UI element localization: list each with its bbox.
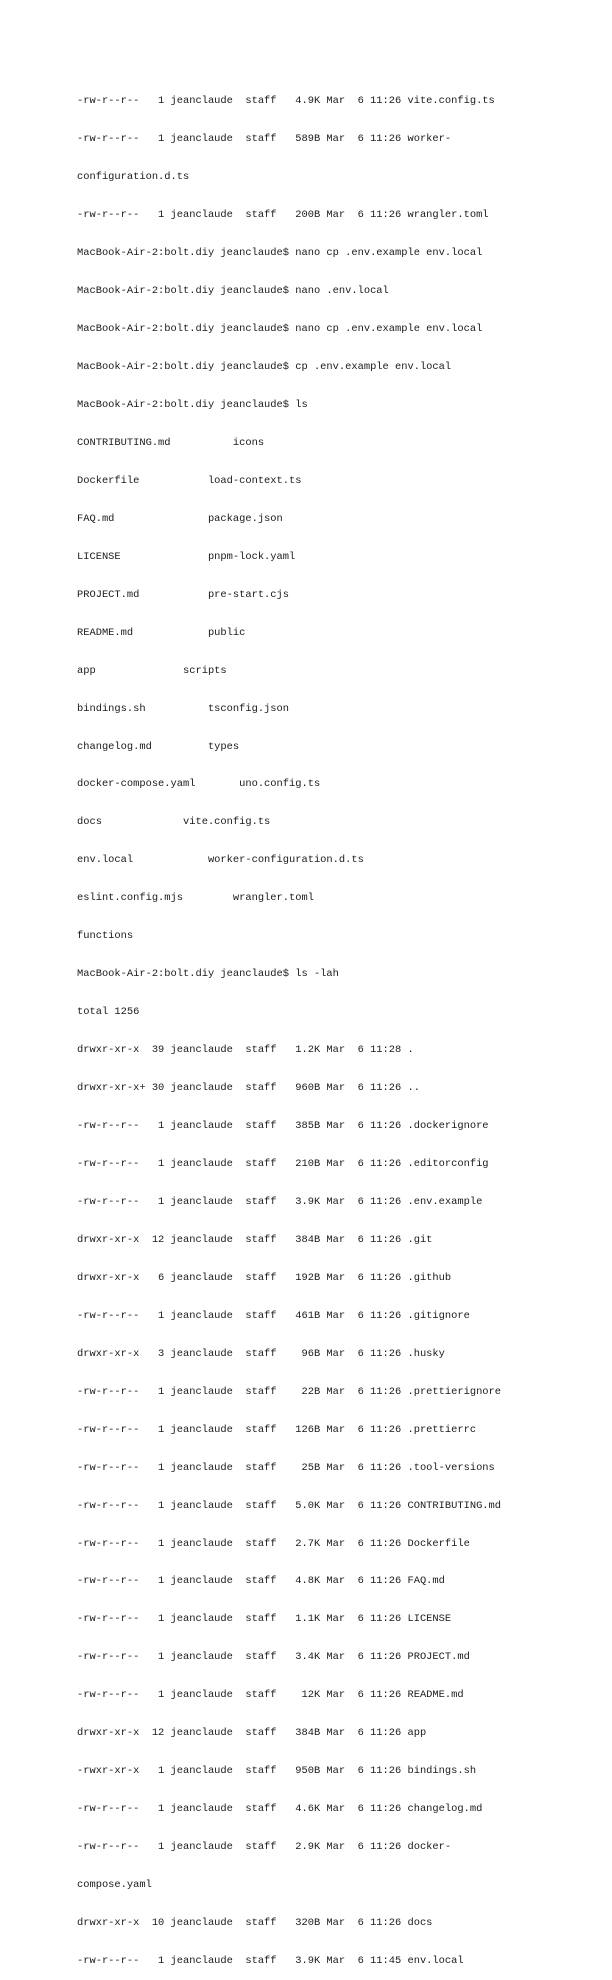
terminal-line: drwxr-xr-x+ 30 jeanclaude staff 960B Mar 6 11:26 .. [77, 1082, 420, 1095]
terminal-line: -rw-r--r-- 1 jeanclaude staff 3.9K Mar 6 11:45 env.local [77, 1955, 464, 1968]
terminal-line: -rw-r--r-- 1 jeanclaude staff 1.1K Mar 6 11:26 LICENSE [77, 1613, 452, 1626]
terminal-line: Dockerfile load-context.ts [77, 474, 302, 487]
terminal-line: -rwxr-xr-x 1 jeanclaude staff 950B Mar 6 11:26 bindings.sh [77, 1765, 477, 1778]
terminal-line: drwxr-xr-x 12 jeanclaude staff 384B Mar 6 11:26 .git [77, 1233, 433, 1246]
terminal-line: CONTRIBUTING.md icons [77, 436, 265, 449]
terminal-line: -rw-r--r-- 1 jeanclaude staff 589B Mar 6 11:26 worker- [77, 133, 452, 146]
terminal-command-line: MacBook-Air-2:bolt.diy jeanclaude$ cp .env.example env.local [77, 360, 452, 373]
terminal-line: FAQ.md package.json [77, 512, 283, 525]
terminal-line: drwxr-xr-x 12 jeanclaude staff 384B Mar 6 11:26 app [77, 1727, 427, 1740]
terminal-line: functions [77, 930, 134, 943]
terminal-line: -rw-r--r-- 1 jeanclaude staff 2.9K Mar 6 11:26 docker- [77, 1841, 452, 1854]
terminal-line: PROJECT.md pre-start.cjs [77, 588, 290, 601]
terminal-line: -rw-r--r-- 1 jeanclaude staff 12K Mar 6 11:26 README.md [77, 1689, 464, 1702]
terminal-line: bindings.sh tsconfig.json [77, 702, 290, 715]
terminal-line: configuration.d.ts [77, 171, 190, 184]
terminal-output [77, 70, 597, 1980]
terminal-line: total 1256 [77, 1006, 140, 1019]
terminal-line: -rw-r--r-- 1 jeanclaude staff 3.9K Mar 6 11:26 .env.example [77, 1195, 483, 1208]
terminal-line: compose.yaml [77, 1879, 152, 1892]
terminal-line: changelog.md types [77, 740, 240, 753]
terminal-command-line: MacBook-Air-2:bolt.diy jeanclaude$ nano cp .env.example env.local [77, 247, 483, 260]
terminal-command-line: MacBook-Air-2:bolt.diy jeanclaude$ ls [77, 398, 308, 411]
terminal-line: -rw-r--r-- 1 jeanclaude staff 4.8K Mar 6 11:26 FAQ.md [77, 1575, 445, 1588]
terminal-line: drwxr-xr-x 10 jeanclaude staff 320B Mar 6 11:26 docs [77, 1917, 433, 1930]
terminal-line: -rw-r--r-- 1 jeanclaude staff 4.6K Mar 6 11:26 changelog.md [77, 1803, 483, 1816]
terminal-line: -rw-r--r-- 1 jeanclaude staff 126B Mar 6 11:26 .prettierrc [77, 1423, 477, 1436]
terminal-line: -rw-r--r-- 1 jeanclaude staff 2.7K Mar 6 11:26 Dockerfile [77, 1537, 470, 1550]
terminal-command-line: MacBook-Air-2:bolt.diy jeanclaude$ ls -lah [77, 968, 339, 981]
terminal-line: -rw-r--r-- 1 jeanclaude staff 5.0K Mar 6 11:26 CONTRIBUTING.md [77, 1499, 502, 1512]
terminal-line: -rw-r--r-- 1 jeanclaude staff 461B Mar 6 11:26 .gitignore [77, 1309, 470, 1322]
terminal-line: docker-compose.yaml uno.config.ts [77, 778, 321, 791]
terminal-line: drwxr-xr-x 39 jeanclaude staff 1.2K Mar 6 11:28 . [77, 1044, 414, 1057]
terminal-line: -rw-r--r-- 1 jeanclaude staff 385B Mar 6 11:26 .dockerignore [77, 1120, 489, 1133]
terminal-line: docs vite.config.ts [77, 816, 271, 829]
terminal-line: -rw-r--r-- 1 jeanclaude staff 25B Mar 6 11:26 .tool-versions [77, 1461, 495, 1474]
terminal-line: -rw-r--r-- 1 jeanclaude staff 200B Mar 6 11:26 wrangler.toml [77, 209, 489, 222]
terminal-line: -rw-r--r-- 1 jeanclaude staff 3.4K Mar 6 11:26 PROJECT.md [77, 1651, 470, 1664]
terminal-line: env.local worker-configuration.d.ts [77, 854, 364, 867]
terminal-line: -rw-r--r-- 1 jeanclaude staff 4.9K Mar 6 11:26 vite.config.ts [77, 95, 495, 108]
terminal-line: -rw-r--r-- 1 jeanclaude staff 22B Mar 6 11:26 .prettierignore [77, 1385, 502, 1398]
terminal-line: eslint.config.mjs wrangler.toml [77, 892, 314, 905]
terminal-command-line: MacBook-Air-2:bolt.diy jeanclaude$ nano .env.local [77, 285, 389, 298]
terminal-line: -rw-r--r-- 1 jeanclaude staff 210B Mar 6 11:26 .editorconfig [77, 1158, 489, 1170]
terminal-command-line: MacBook-Air-2:bolt.diy jeanclaude$ nano cp .env.example env.local [77, 323, 483, 336]
terminal-line: drwxr-xr-x 3 jeanclaude staff 96B Mar 6 11:26 .husky [77, 1347, 445, 1360]
terminal-line: README.md public [77, 626, 246, 639]
terminal-line: drwxr-xr-x 6 jeanclaude staff 192B Mar 6 11:26 .github [77, 1271, 452, 1284]
terminal-line: app scripts [77, 664, 227, 677]
terminal-line: LICENSE pnpm-lock.yaml [77, 550, 296, 563]
